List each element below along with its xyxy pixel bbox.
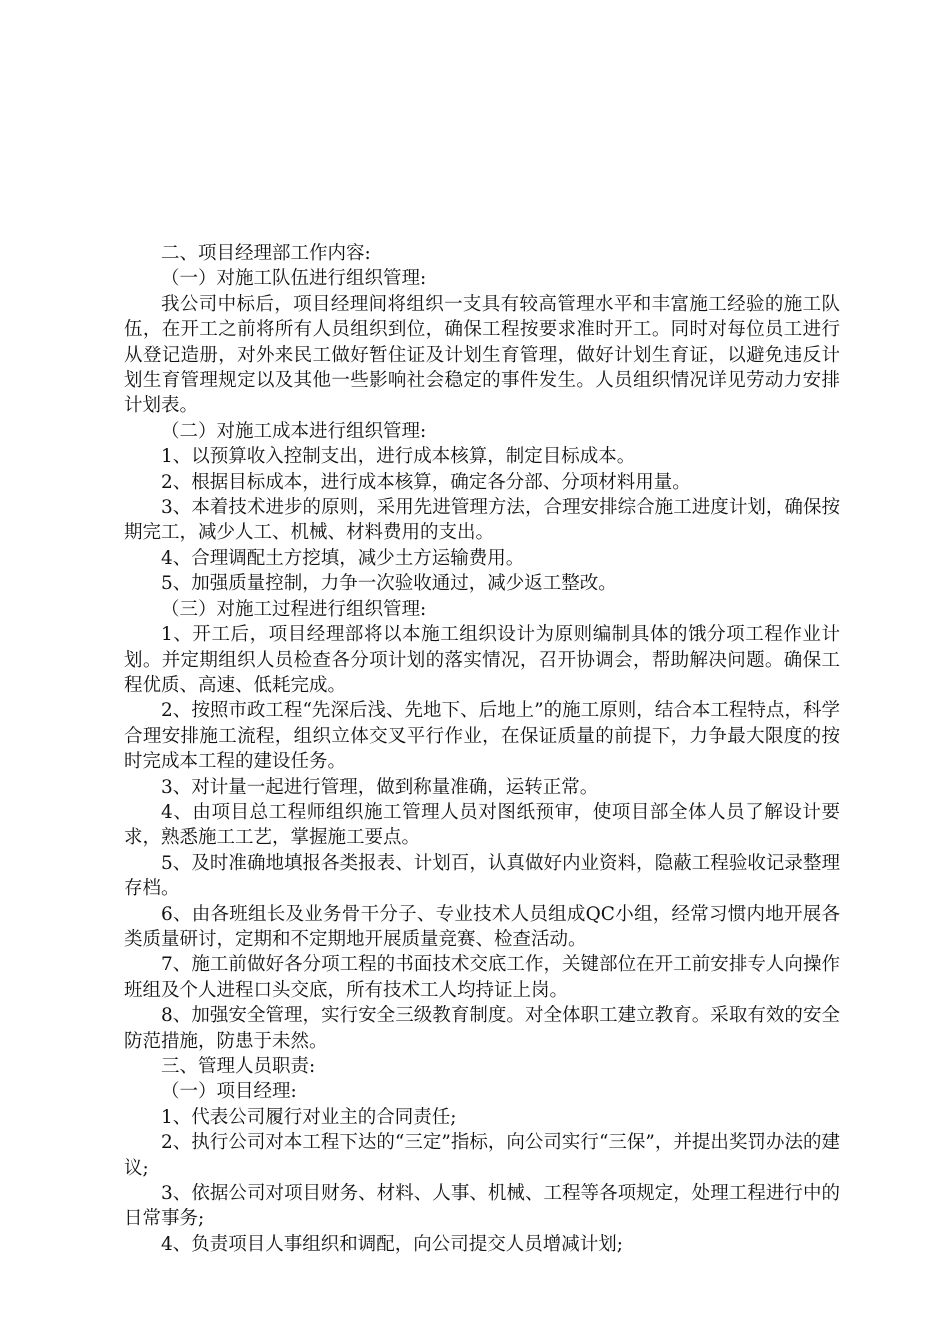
list-item: 2、根据目标成本，进行成本核算，确定各分部、分项材料用量。 [161,471,691,493]
list-item: 7、施工前做好各分项工程的书面技术交底工作，关键部位在开工前安排专人向操作班组及个人进程口头交底，所有技术工人均持证上岗。 [124,954,840,1001]
list-item: 4、负责项目人事组织和调配，向公司提交人员增减计划; [161,1233,624,1255]
subsection-heading: （一）项目经理: [161,1081,297,1103]
paragraph: 我公司中标后，项目经理间将组织一支具有较高管理水平和丰富施工经验的施工队伍，在开工之前将所有人员组织到位，确保工程按要求准时开工。同时对每位员工进行从登记造册，对外来民工做好暂住证及计划生育管理，做好计划生育证，以避免违反计划生育管理规定以及其他一些影响社会稳定的事件发生。人员组织情况详见劳动力安排计划表。 [124,293,840,417]
section-heading: 三、管理人员职责: [161,1056,316,1077]
list-item: 3、依据公司对项目财务、材料、人事、机械、工程等各项规定，处理工程进行中的日常事务; [124,1183,840,1230]
list-item: 2、执行公司对本工程下达的“三定”指标，向公司实行“三保”，并提出奖罚办法的建议; [124,1132,840,1179]
section-heading: 二、项目经理部工作内容: [161,243,371,264]
list-item: 6、由各班组长及业务骨干分子、专业技术人员组成QC小组，经常习惯内地开展各类质量研讨，定期和不定期地开展质量竞赛、检查活动。 [124,903,840,950]
list-item: 4、合理调配土方挖填，减少土方运输费用。 [161,547,525,569]
list-item: 1、开工后，项目经理部将以本施工组织设计为原则编制具体的饿分项工程作业计划。并定期组织人员检查各分项计划的落实情况，召开协调会，帮助解决问题。确保工程优质、高速、低耗完成。 [124,624,840,696]
subsection-heading: （二）对施工成本进行组织管理: [161,420,427,442]
list-item: 4、由项目总工程师组织施工管理人员对图纸预审，使项目部全体人员了解设计要求，熟悉施工工艺，掌握施工要点。 [124,801,840,849]
list-item: 8、加强安全管理，实行安全三级教育制度。对全体职工建立教育。采取有效的安全防范措施，防患于未然。 [124,1005,840,1052]
list-item: 3、本着技术进步的原则，采用先进管理方法，合理安排综合施工进度计划，确保按期完工，减少人工、机械、材料费用的支出。 [124,497,840,544]
list-item: 1、以预算收入控制支出，进行成本核算，制定目标成本。 [161,446,636,468]
list-item: 5、加强质量控制，力争一次验收通过，减少返工整改。 [161,573,617,595]
list-item: 1、代表公司履行对业主的合同责任; [161,1106,457,1128]
list-item: 5、及时准确地填报各类报表、计划百，认真做好内业资料，隐蔽工程验收记录整理存档。 [124,852,840,900]
list-item: 2、按照市政工程“先深后浅、先地下、后地上”的施工原则，结合本工程特点，科学合理安排施工流程，组织立体交叉平行作业，在保证质量的前提下，力争最大限度的按时完成本工程的建设任务。 [124,700,840,773]
subsection-heading: （一）对施工队伍进行组织管理: [161,268,427,290]
list-item: 3、对计量一起进行管理，做到称量准确，运转正常。 [161,776,599,798]
subsection-heading: （三）对施工过程进行组织管理: [161,598,427,620]
document-body [124,241,840,1257]
